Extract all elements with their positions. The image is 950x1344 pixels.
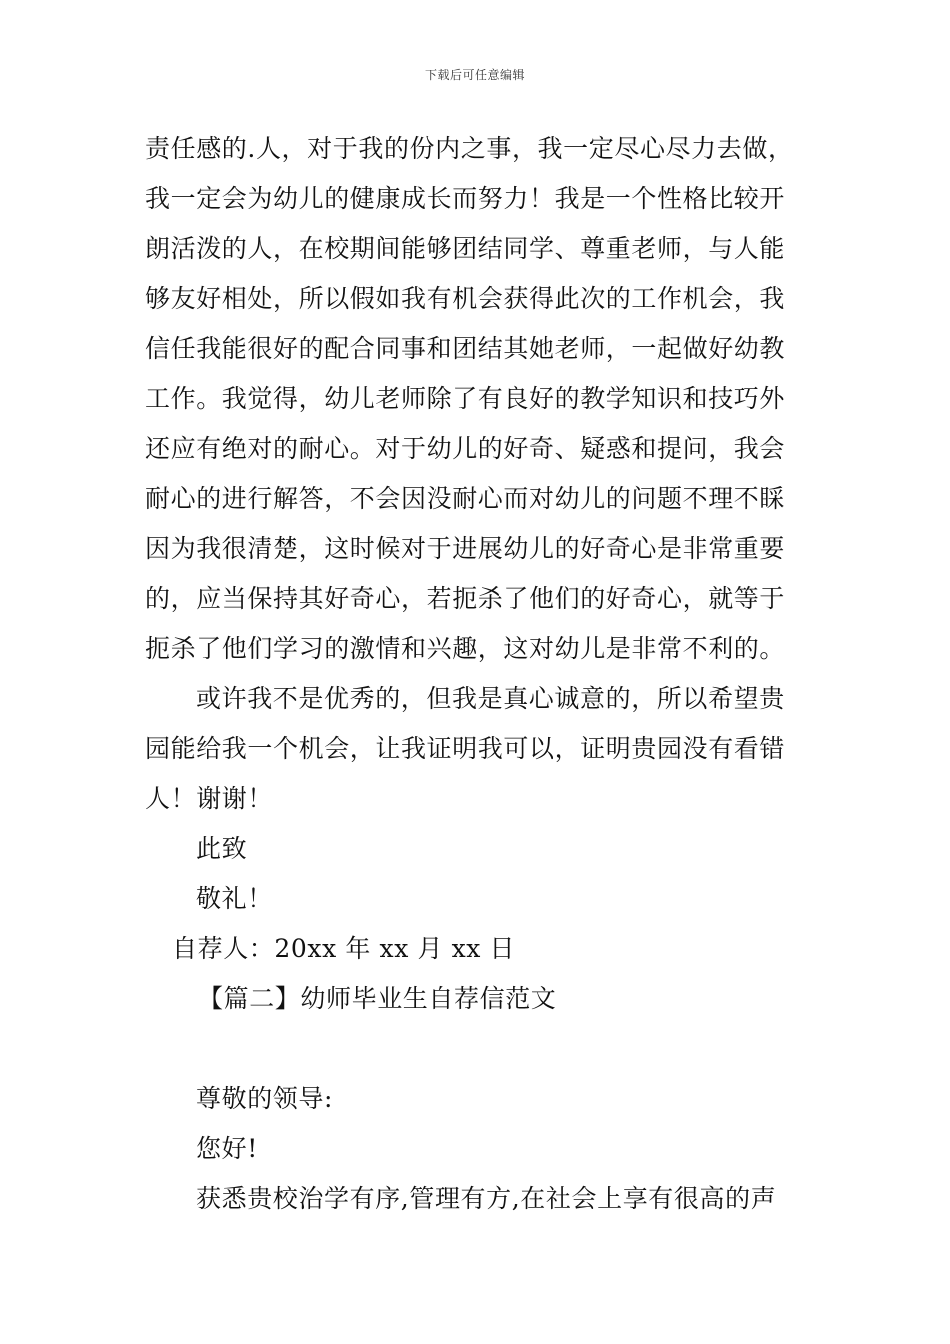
body-line: 因为我很清楚，这时候对于进展幼儿的好奇心是非常重要 xyxy=(145,534,786,563)
closing-line: 或许我不是优秀的，但我是真心诚意的，所以希望贵 xyxy=(196,684,785,713)
section-heading: 【篇二】幼师毕业生自荐信范文 xyxy=(198,984,557,1013)
salutation-jingli: 敬礼！ xyxy=(196,884,273,913)
body-line: 扼杀了他们学习的激情和兴趣，这对幼儿是非常不利的。 xyxy=(145,634,786,663)
greeting: 尊敬的领导: xyxy=(196,1084,334,1113)
body-line-last: 获悉贵校治学有序,管理有方,在社会上享有很高的声 xyxy=(196,1184,777,1213)
body-line: 的，应当保持其好奇心，若扼杀了他们的好奇心，就等于 xyxy=(145,584,786,613)
body-line: 够友好相处，所以假如我有机会获得此次的工作机会，我 xyxy=(145,284,786,313)
body-line: 信任我能很好的配合同事和团结其她老师，一起做好幼教 xyxy=(145,334,786,363)
closing-line: 园能给我一个机会，让我证明我可以，证明贵园没有看错 xyxy=(145,734,786,763)
body-line: 朗活泼的人，在校期间能够团结同学、尊重老师，与人能 xyxy=(145,234,786,263)
body-line: 我一定会为幼儿的健康成长而努力！我是一个性格比较开 xyxy=(145,184,786,213)
header-note: 下载后可任意编辑 xyxy=(424,68,525,82)
body-line: 还应有绝对的耐心。对于幼儿的好奇、疑惑和提问，我会 xyxy=(145,434,786,463)
body-line: 工作。我觉得，幼儿老师除了有良好的教学知识和技巧外 xyxy=(145,384,786,413)
salutation-cizhi: 此致 xyxy=(196,834,248,863)
signature-line: 自荐人：20xx 年 xx 月 xx 日 xyxy=(172,934,516,963)
hello: 您好! xyxy=(196,1134,258,1163)
body-line: 耐心的进行解答，不会因没耐心而对幼儿的问题不理不睬 xyxy=(145,484,786,513)
closing-line: 人！谢谢！ xyxy=(145,784,274,813)
body-line: 责任感的.人，对于我的份内之事，我一定尽心尽力去做， xyxy=(145,134,794,163)
